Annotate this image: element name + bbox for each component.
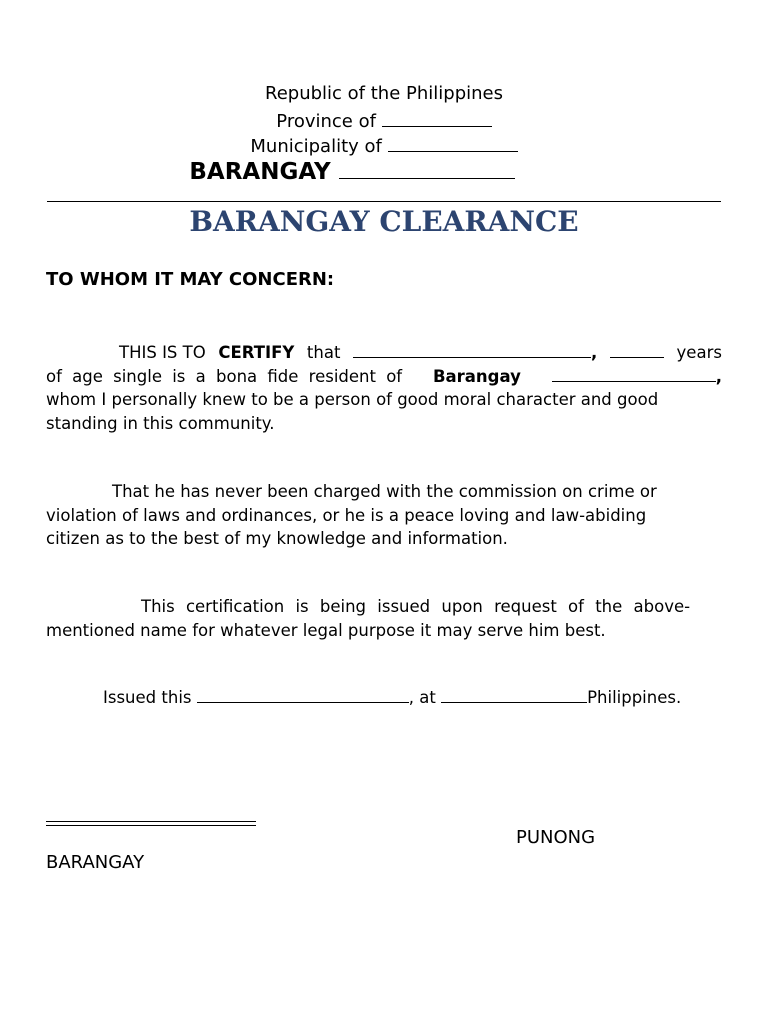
purpose-line-1-text: This certification is being issued upon request of the above- <box>141 597 691 616</box>
header-barangay-text: BARANGAY <box>189 159 331 185</box>
header-barangay <box>0 156 736 185</box>
paragraph-certify-line-4 <box>46 412 722 436</box>
paragraph-certify-line-3 <box>46 388 722 412</box>
never-charged-line-3-text: citizen as to the best of my knowledge and information. <box>46 529 508 548</box>
header-republic-text: Republic of the Philippines <box>265 83 503 104</box>
paragraph-purpose <box>46 595 722 642</box>
purpose-line-2-text: mentioned name for whatever legal purpose it may serve him best. <box>46 620 606 640</box>
header-republic <box>0 83 768 104</box>
barangay-signature-label <box>46 852 144 873</box>
issued-line <box>103 686 681 707</box>
resident-text: of age single is a bona fide resident of <box>46 366 403 386</box>
salutation-text: TO WHOM IT MAY CONCERN: <box>46 269 335 290</box>
years-text: years <box>676 343 722 362</box>
salutation <box>46 269 334 290</box>
document-title <box>0 205 768 238</box>
paragraph-never-charged <box>46 480 722 551</box>
paragraph-purpose-line-1 <box>46 595 722 619</box>
issued-prefix: Issued this <box>103 688 192 707</box>
province-blank <box>382 108 492 127</box>
paragraph-never-charged-line-3 <box>46 527 722 551</box>
standing-text: standing in this community. <box>46 413 275 433</box>
paragraph-certify <box>46 341 722 435</box>
never-charged-line-2-text: violation of laws and ordinances, or he is a peace loving and law-abiding <box>46 505 647 525</box>
paragraph-certify-line-1 <box>46 341 722 365</box>
barangay-signature-text: BARANGAY <box>46 852 145 873</box>
header-province-text: Province of <box>276 111 376 132</box>
header-municipality-text: Municipality of <box>250 136 382 157</box>
issued-suffix: Philippines. <box>587 688 682 707</box>
punong-label <box>516 827 595 848</box>
header-municipality <box>0 133 768 157</box>
age-blank <box>610 341 664 358</box>
header-divider <box>47 201 721 202</box>
certify-keyword: CERTIFY <box>218 343 295 362</box>
paragraph-never-charged-line-1 <box>46 480 722 504</box>
header-province <box>0 108 768 132</box>
resident-barangay-blank <box>552 365 716 382</box>
name-comma: , <box>591 343 598 362</box>
issued-at: , at <box>408 688 436 707</box>
document-title-text: BARANGAY CLEARANCE <box>189 205 579 238</box>
moral-character-text: whom I personally knew to be a person of good moral character and good <box>46 390 659 409</box>
name-field <box>353 341 597 365</box>
paragraph-purpose-line-2 <box>46 619 722 643</box>
punong-text: PUNONG <box>516 827 596 848</box>
barangay-blank <box>339 156 515 179</box>
name-blank <box>353 341 591 358</box>
paragraph-certify-line-2 <box>46 365 722 389</box>
paragraph-never-charged-line-2 <box>46 504 722 528</box>
barangay-comma: , <box>715 366 722 386</box>
certify-that: that <box>306 343 341 362</box>
never-charged-line-1-text: That he has never been charged with the commission on crime or <box>112 482 657 501</box>
barangay-field <box>552 365 722 389</box>
signature-line <box>46 821 256 826</box>
issued-date-blank <box>197 686 409 703</box>
barangay-keyword: Barangay <box>432 366 521 386</box>
certify-prefix: THIS IS TO <box>119 343 206 362</box>
municipality-blank <box>388 133 518 152</box>
issued-place-blank <box>441 686 587 703</box>
